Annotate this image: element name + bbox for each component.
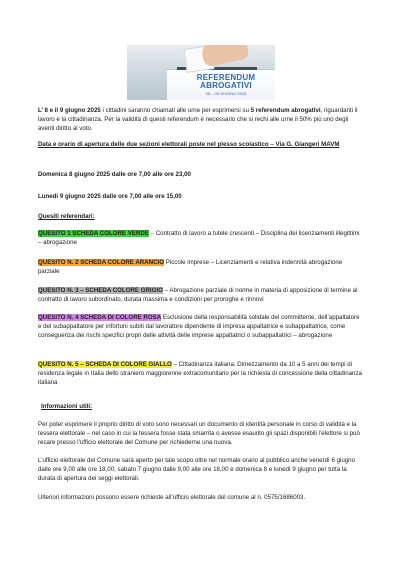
- quesito-4-label: QUESITO N. 4 SCHEDA DI COLORE ROSA: [38, 314, 162, 321]
- schedule-heading: Data e orario di apertura delle due sezioni elettorali poste nel plesso scolastico – Via G. Giangeri MAVM: [38, 141, 340, 148]
- quesito-2-label: QUESITO N. 2 SCHEDA COLORE ARANCIO: [38, 259, 165, 266]
- quesito-5-label: QUESITO N. 5 – SCHEDA DI COLORE GIALLO: [38, 361, 172, 368]
- schedule-day2: Lunedì 9 giugno 2025 dalle ore 7,00 alle ore 15,00: [38, 193, 182, 200]
- schedule-day1: Domenica 8 giugno 2025 dalle ore 7,00 alle ore 23,00: [38, 171, 191, 178]
- info-paragraph-3: Ulteriori informazioni possono essere richieste all’ufficio elettorale del comune al n. 0575/1686003.: [38, 494, 306, 501]
- hand-icon: [200, 45, 250, 68]
- quesito-2: QUESITO N. 2 SCHEDA COLORE ARANCIO Piccole imprese – Licenziamenti e relativa indennità abrogazione parziale: [38, 259, 343, 275]
- quesito-3-label: QUESITO N. 3 – SCHEDA COLORE GRIGIO: [38, 287, 163, 294]
- quesito-1-label: QUESITO 1 SCHEDA COLORE VERDE: [38, 230, 149, 237]
- banner-title-line2: ABROGATIVI: [200, 81, 252, 90]
- quesito-4: QUESITO N. 4 SCHEDA DI COLORE ROSA Esclusione della responsabilità solidale del committente, dell’appaltatore e del subappaltatore per infortuni subiti dal lavoratore dipendente di impresa appaltatrice e subappaltatrice, come conseguenza dei rischi specifici propri delle attività delle imprese appaltatrici o subappaltatrici – abrogazione: [38, 314, 360, 339]
- banner-title-line1: REFERENDUM: [196, 73, 256, 82]
- banner-dates: 08 – 09 GIUGNO 2025: [205, 91, 247, 96]
- referendum-banner-image: [127, 45, 275, 100]
- quesito-5: QUESITO N. 5 – SCHEDA DI COLORE GIALLO – Cittadinanza italiana: Dimezzamento da 10 a 5 anni dei tempi di residenza legale in Italia dello straniero maggiorenne extracomunitario per la richiesta di concessione della cittadinanza italiana: [38, 361, 362, 386]
- quesiti-heading: Quesiti referendari:: [38, 213, 95, 220]
- info-paragraph-2: L’ufficio elettorale del Comune sarà aperto per tale scopo oltre nel normale orario al pubblico anche venerdì 6 giugno dalle ore 9,00 alle ore 18,00, sabato 7 giugno dalle 9,00 alle ore 18,00 e domenica 8 e lunedì 9 giugno per tutta la durata di apertura dei seggi elettorali.: [38, 457, 356, 482]
- info-paragraph-1: Per poter esprimere il proprio diritto di voto sono necessari un documento di identità personale in corso di validità e la tessera elettorale – nel caso in cui la tessera fosse stata smarrita o avesse esaurito gli spazi disponibili l’elettore si può recare presso l’ufficio elettorale del Comune per richiederne una nuova.: [38, 421, 360, 446]
- info-heading: Informazioni utili:: [41, 403, 93, 410]
- intro-paragraph: L’ 8 e il 9 giugno 2025 i cittadini saranno chiamati alle urne per esprimersi su 5 referendum abrogativi, riguardanti il lavoro e la cittadinanza. Per la validità di questi referendum è necessario che si rechi alle urne il 50% più uno degli aventi diritto al voto.: [38, 107, 358, 132]
- quesito-1: QUESITO 1 SCHEDA COLORE VERDE – Contratto di lavoro a tutele crescenti – Disciplina dei licenziamenti illegittimi – abrogazione: [38, 230, 360, 246]
- quesito-3: QUESITO N. 3 – SCHEDA COLORE GRIGIO – Abrogazione parziale di norme in materia di apposizione di termine al contratto di lavoro subordinato, durata massima e condizioni per proroghe e rinnovi: [38, 287, 358, 303]
